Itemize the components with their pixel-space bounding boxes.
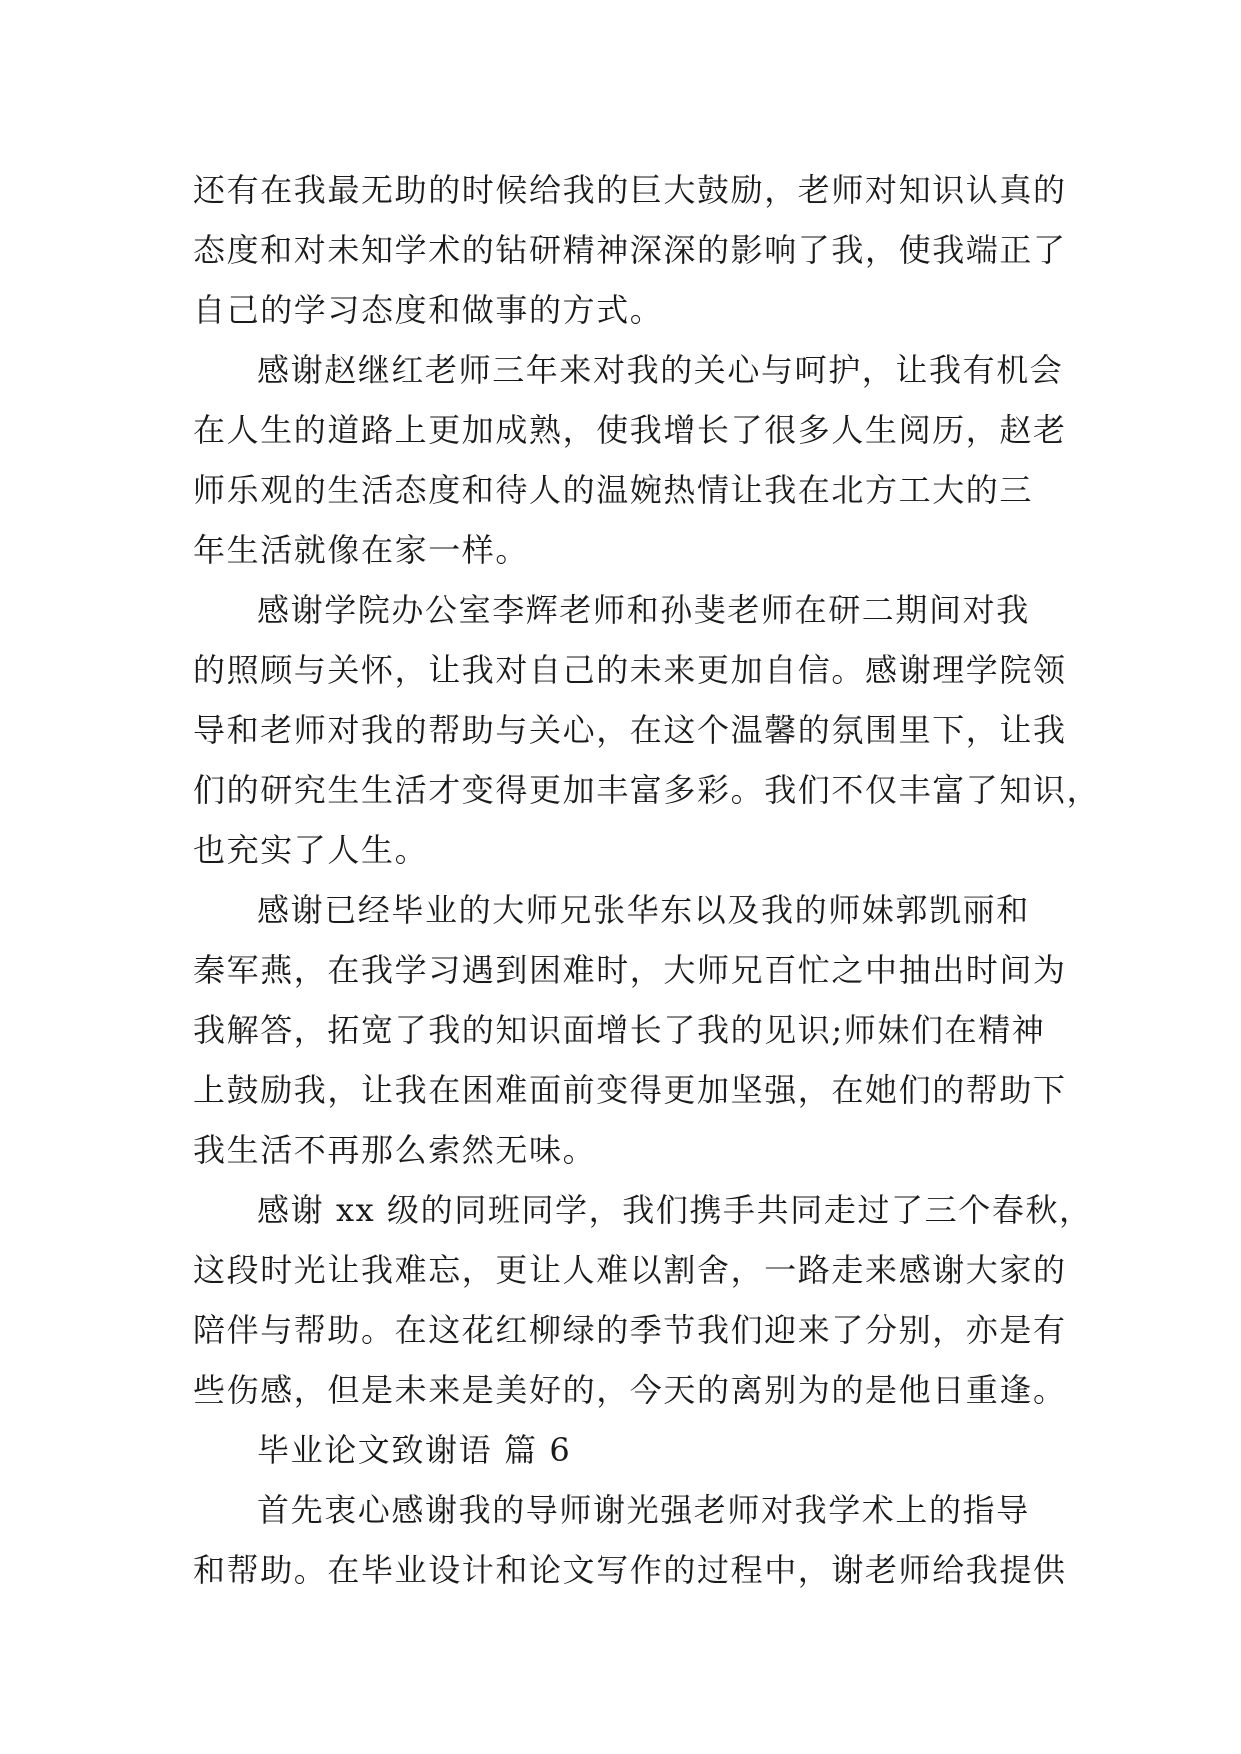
text-line: 自己的学习态度和做事的方式。 <box>193 291 664 329</box>
text-line: 些伤感，但是未来是美好的，今天的离别为的是他日重逢。 <box>193 1371 1067 1409</box>
text-line: 和帮助。在毕业设计和论文写作的过程中，谢老师给我提供 <box>193 1551 1067 1589</box>
paragraph-start-line: 感谢已经毕业的大师兄张华东以及我的师妹郭凯丽和 <box>257 891 1030 929</box>
paragraph-start-line: 首先衷心感谢我的导师谢光强老师对我学术上的指导 <box>257 1491 1030 1529</box>
paragraph-start-line: 感谢赵继红老师三年来对我的关心与呵护，让我有机会 <box>257 351 1064 389</box>
text-line: 师乐观的生活态度和待人的温婉热情让我在北方工大的三 <box>193 471 1034 509</box>
text-line: 这段时光让我难忘，更让人难以割舍，一路走来感谢大家的 <box>193 1251 1067 1289</box>
text-line: 也充实了人生。 <box>193 831 429 869</box>
text-line: 在人生的道路上更加成熟，使我增长了很多人生阅历，赵老 <box>193 411 1067 449</box>
text-line: 还有在我最无助的时候给我的巨大鼓励，老师对知识认真的 <box>193 171 1067 209</box>
text-line: 陪伴与帮助。在这花红柳绿的季节我们迎来了分别，亦是有 <box>193 1311 1067 1349</box>
paragraph-start-line: 感谢学院办公室李辉老师和孙斐老师在研二期间对我 <box>257 591 1030 629</box>
text-line: 态度和对未知学术的钻研精神深深的影响了我，使我端正了 <box>193 231 1067 269</box>
text-line: 我生活不再那么索然无味。 <box>193 1131 597 1169</box>
text-line: 的照顾与关怀，让我对自己的未来更加自信。感谢理学院领 <box>193 651 1067 689</box>
paragraph-start-line: 感谢 xx 级的同班同学，我们携手共同走过了三个春秋， <box>257 1191 1093 1229</box>
text-line: 上鼓励我，让我在困难面前变得更加坚强，在她们的帮助下 <box>193 1071 1067 1109</box>
document-page <box>193 160 1101 1600</box>
text-line: 导和老师对我的帮助与关心，在这个温馨的氛围里下，让我 <box>193 711 1067 749</box>
text-line: 们的研究生生活才变得更加丰富多彩。我们不仅丰富了知识， <box>193 771 1101 809</box>
text-line: 年生活就像在家一样。 <box>193 531 530 569</box>
text-line: 我解答，拓宽了我的知识面增长了我的见识;师妹们在精神 <box>193 1011 1046 1049</box>
section-heading: 毕业论文致谢语 篇 6 <box>257 1431 572 1469</box>
text-line: 秦军燕，在我学习遇到困难时，大师兄百忙之中抽出时间为 <box>193 951 1067 989</box>
